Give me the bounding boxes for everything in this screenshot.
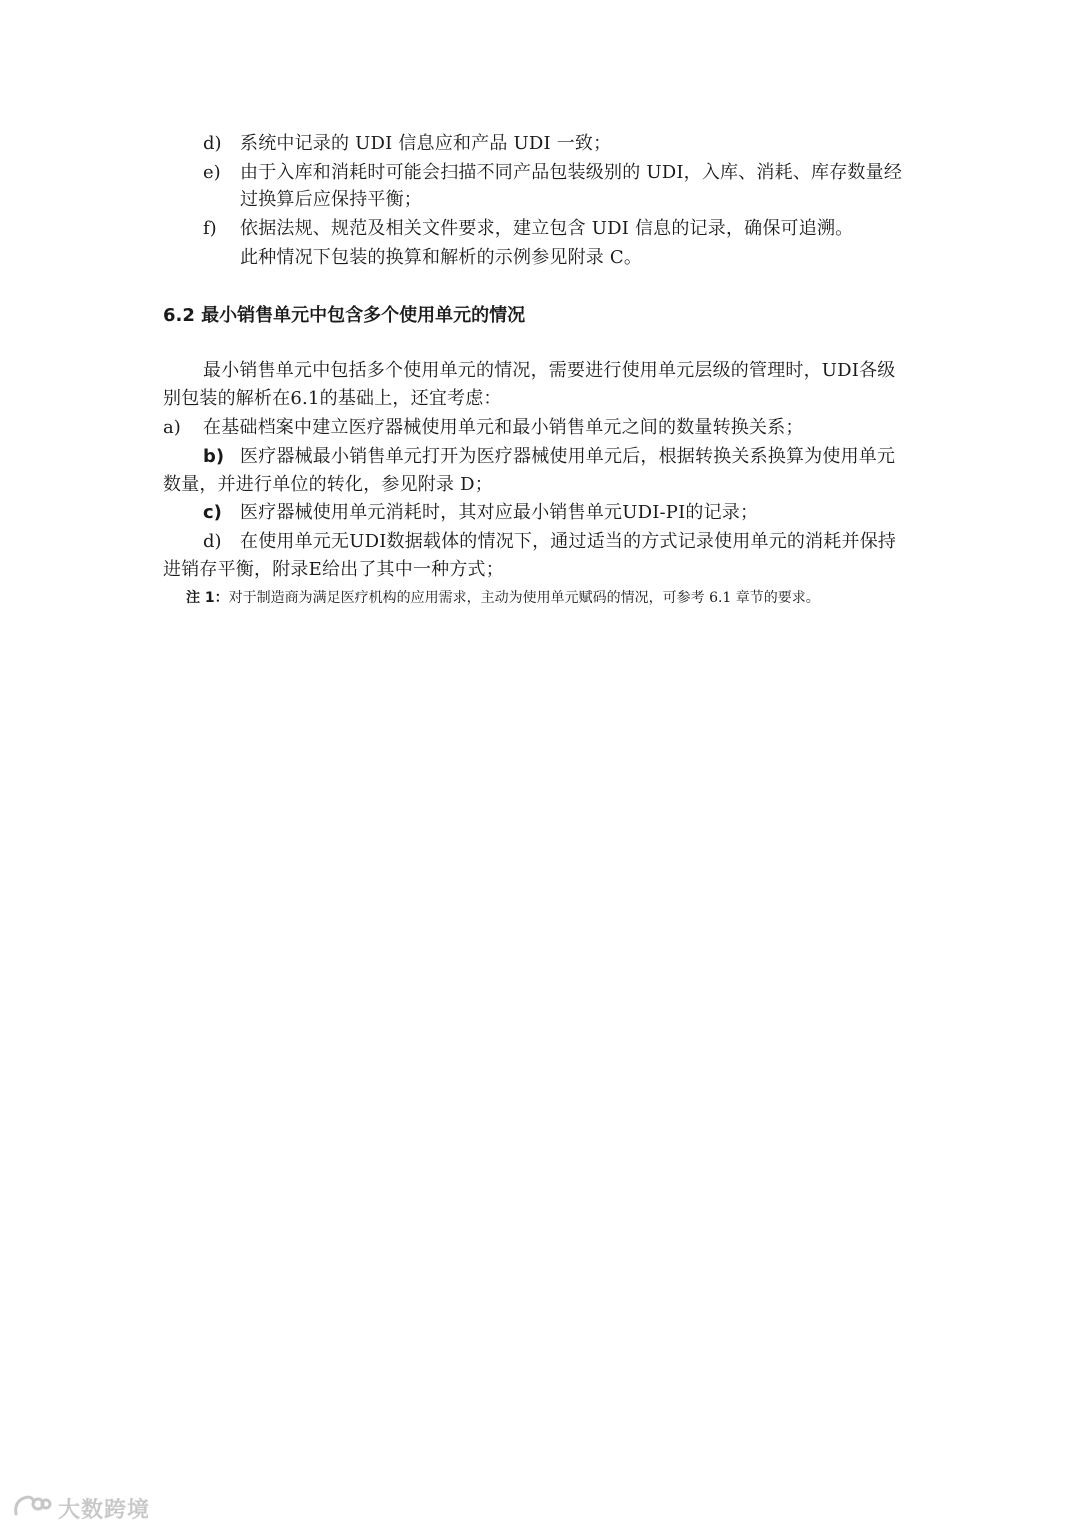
list-item-d-label: d) bbox=[203, 133, 222, 154]
watermark bbox=[12, 1492, 150, 1524]
intro-line-1: 最小销售单元中包括多个使用单元的情况，需要进行使用单元层级的管理时，UDI各级 bbox=[203, 360, 896, 381]
section-item-c-text: 医疗器械使用单元消耗时，其对应最小销售单元UDI-PI的记录； bbox=[240, 502, 759, 523]
section-item-c-label: c) bbox=[203, 502, 222, 523]
list-item-f-text: 依据法规、规范及相关文件要求，建立包含 UDI 信息的记录，确保可追溯。 bbox=[240, 218, 854, 239]
note-text: 对于制造商为满足医疗机构的应用需求，主动为使用单元赋码的情况，可参考 6.1 章节的要求。 bbox=[228, 590, 820, 606]
section-item-a-text: 在基础档案中建立医疗器械使用单元和最小销售单元之间的数量转换关系； bbox=[203, 417, 804, 438]
list-item-e-label: e) bbox=[203, 162, 221, 183]
list-item-e-text: 由于入库和消耗时可能会扫描不同产品包装级别的 UDI，入库、消耗、库存数量经 bbox=[240, 162, 903, 183]
section-item-b-continuation: 数量，并进行单位的转化，参见附录 D； bbox=[163, 474, 493, 495]
section-item-b-text: 医疗器械最小销售单元打开为医疗器械使用单元后，根据转换关系换算为使用单元 bbox=[240, 446, 896, 467]
section-item-a-label: a) bbox=[163, 417, 181, 438]
section-heading: 6.2 最小销售单元中包含多个使用单元的情况 bbox=[163, 305, 526, 326]
intro-line-2: 别包装的解析在6.1的基础上，还宜考虑： bbox=[163, 388, 502, 409]
watermark-logo-icon bbox=[12, 1492, 52, 1524]
section-item-d-text: 在使用单元无UDI数据载体的情况下，通过适当的方式记录使用单元的消耗并保持 bbox=[240, 531, 897, 552]
note-label: 注 1： bbox=[186, 590, 229, 606]
list-item-d-text: 系统中记录的 UDI 信息应和产品 UDI 一致； bbox=[240, 133, 612, 154]
section-item-d-label: d) bbox=[203, 531, 222, 552]
section-item-b-label: b) bbox=[203, 446, 225, 467]
section-item-d-continuation: 进销存平衡，附录E给出了其中一种方式； bbox=[163, 559, 504, 580]
note bbox=[186, 586, 820, 610]
list-item-f-label: f) bbox=[203, 218, 217, 239]
annex-c-note: 此种情况下包装的换算和解析的示例参见附录 C。 bbox=[240, 247, 643, 268]
watermark-text: 大数跨境 bbox=[58, 1497, 151, 1523]
list-item-e-continuation: 过换算后应保持平衡； bbox=[240, 189, 422, 210]
